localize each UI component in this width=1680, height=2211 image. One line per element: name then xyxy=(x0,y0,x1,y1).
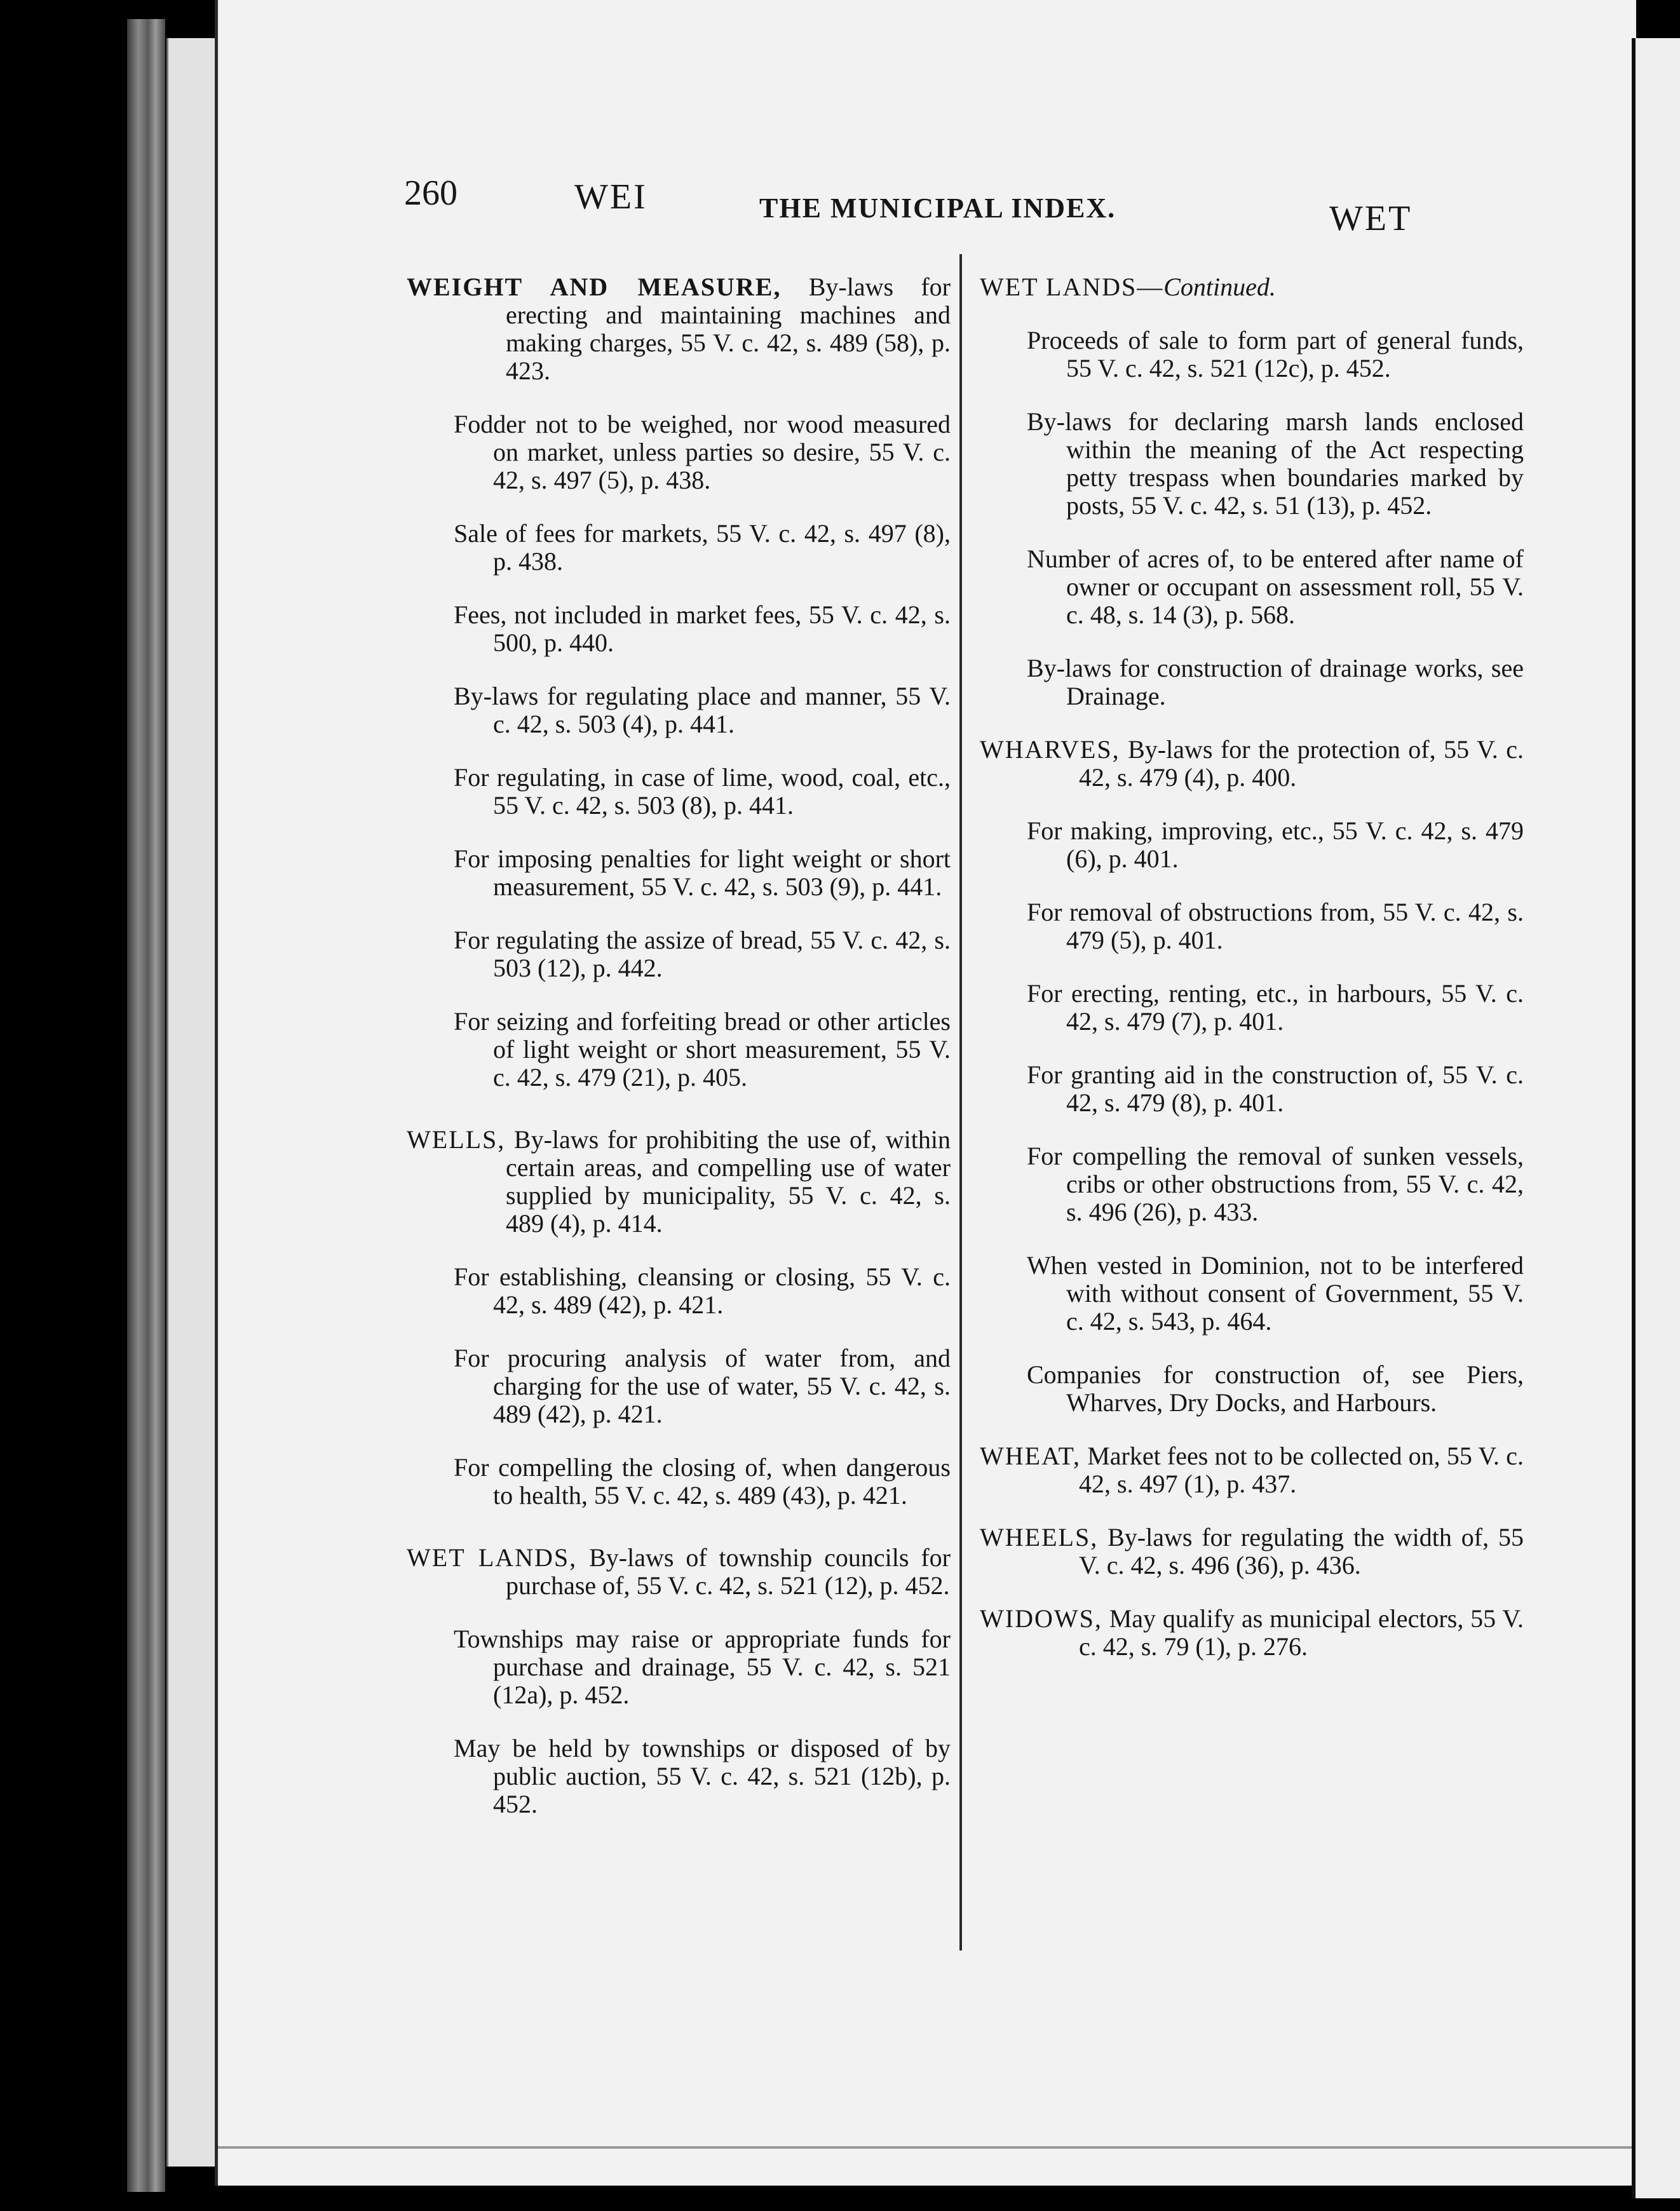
index-entry xyxy=(977,1442,1524,1498)
index-subentry: Fees, not included in market fees, 55 V. c. 42, s. 500, p. 440. xyxy=(454,600,951,657)
index-subentry: May be held by townships or disposed of by public auction, 55 V. c. 42, s. 521 (12b), p. 452. xyxy=(454,1734,951,1818)
index-subentry: For establishing, cleansing or closing, 55 V. c. 42, s. 489 (42), p. 421. xyxy=(454,1262,951,1319)
index-subentry: For granting aid in the construction of, 55 V. c. 42, s. 479 (8), p. 401. xyxy=(1027,1060,1524,1117)
index-subentry: For regulating, in case of lime, wood, coal, etc., 55 V. c. 42, s. 503 (8), p. 441. xyxy=(454,763,951,820)
index-subentry: Fodder not to be weighed, nor wood measured on market, unless parties so desire, 55 V. c. 42, s. 497 (5), p. 438. xyxy=(454,410,951,494)
entry-heading: WET LANDS, xyxy=(407,1543,578,1572)
index-entry xyxy=(404,1126,951,1238)
page-stack-edge xyxy=(166,38,217,2167)
entry-heading: WIDOWS, xyxy=(980,1604,1102,1633)
entry-heading: WHEELS, xyxy=(980,1523,1099,1552)
entry-heading: WET LANDS— xyxy=(980,273,1164,301)
left-column xyxy=(404,248,951,1840)
index-entry xyxy=(404,273,951,385)
entry-text: By-laws for prohibiting the use of, within certain areas, and compelling use of water supplied by municipality, 55 V. c. 42, s. 489 (4), p. 414. xyxy=(506,1125,951,1238)
left-guide-word: WEI xyxy=(574,177,647,217)
index-subentry: For procuring analysis of water from, and charging for the use of water, 55 V. c. 42, s. 489 (42), p. 421. xyxy=(454,1344,951,1428)
facing-page-edge xyxy=(1632,38,1680,2198)
right-guide-word: WET xyxy=(1329,199,1412,238)
running-title: THE MUNICIPAL INDEX. xyxy=(759,193,1116,224)
index-subentry: For erecting, renting, etc., in harbours, 55 V. c. 42, s. 479 (7), p. 401. xyxy=(1027,979,1524,1036)
index-subentry: For regulating the assize of bread, 55 V. c. 42, s. 503 (12), p. 442. xyxy=(454,926,951,982)
index-subentry: For compelling the closing of, when dangerous to health, 55 V. c. 42, s. 489 (43), p. 421. xyxy=(454,1453,951,1510)
index-entry xyxy=(977,1524,1524,1579)
index-subentry: Number of acres of, to be entered after name of owner or occupant on assessment roll, 55 V. c. 48, s. 14 (3), p. 568. xyxy=(1027,544,1524,629)
entry-heading: WEIGHT AND MEASURE, xyxy=(407,273,782,301)
index-subentry: For imposing penalties for light weight or short measurement, 55 V. c. 42, s. 503 (9), p. 441. xyxy=(454,844,951,901)
index-subentry: For removal of obstructions from, 55 V. c. 42, s. 479 (5), p. 401. xyxy=(1027,898,1524,954)
index-subentry: Townships may raise or appropriate funds for purchase and drainage, 55 V. c. 42, s. 521 (12a), p. 452. xyxy=(454,1625,951,1709)
index-subentry: By-laws for regulating place and manner, 55 V. c. 42, s. 503 (4), p. 441. xyxy=(454,682,951,738)
index-subentry: By-laws for construction of drainage works, see Drainage. xyxy=(1027,654,1524,710)
page-bottom-rule xyxy=(218,2146,1636,2149)
index-subentry: For seizing and forfeiting bread or other articles of light weight or short measurement, 55 V. c. 42, s. 479 (21), p. 405. xyxy=(454,1007,951,1092)
entry-heading: WELLS, xyxy=(407,1125,506,1154)
entry-text: By-laws of township councils for purchase of, 55 V. c. 42, s. 521 (12), p. 452. xyxy=(506,1543,951,1600)
index-entry xyxy=(977,1605,1524,1661)
entry-text: Market fees not to be collected on, 55 V. c. 42, s. 497 (1), p. 437. xyxy=(1079,1442,1524,1498)
index-subentry: Sale of fees for markets, 55 V. c. 42, s. 497 (8), p. 438. xyxy=(454,519,951,576)
right-column xyxy=(977,248,1524,1682)
entry-text: By-laws for the protection of, 55 V. c. 42, s. 479 (4), p. 400. xyxy=(1079,735,1524,792)
index-subentry: For making, improving, etc., 55 V. c. 42, s. 479 (6), p. 401. xyxy=(1027,816,1524,873)
entry-text: By-laws for regulating the width of, 55 V. c. 42, s. 496 (36), p. 436. xyxy=(1079,1523,1524,1579)
index-subentry: Companies for construction of, see Piers, Wharves, Dry Docks, and Harbours. xyxy=(1027,1360,1524,1417)
index-subentry: Proceeds of sale to form part of general funds, 55 V. c. 42, s. 521 (12c), p. 452. xyxy=(1027,326,1524,382)
index-entry xyxy=(977,736,1524,792)
entry-text: May qualify as municipal electors, 55 V. c. 42, s. 79 (1), p. 276. xyxy=(1079,1604,1524,1661)
index-subentry: By-laws for declaring marsh lands enclosed within the meaning of the Act respecting petty trespass when boundaries marked by posts, 55 V. c. 42, s. 51 (13), p. 452. xyxy=(1027,407,1524,520)
entry-text: By-laws for erecting and maintaining machines and making charges, 55 V. c. 42, s. 489 (58), p. 423. xyxy=(506,273,951,385)
index-subentry: When vested in Dominion, not to be interfered with without consent of Government, 55 V. c. 42, s. 543, p. 464. xyxy=(1027,1251,1524,1335)
index-subentry: For compelling the removal of sunken vessels, cribs or other obstructions from, 55 V. c. 42, s. 496 (26), p. 433. xyxy=(1027,1142,1524,1226)
column-divider xyxy=(959,254,962,1951)
page-number: 260 xyxy=(404,173,457,213)
continued-heading xyxy=(977,273,1524,301)
book-spine-edge xyxy=(127,19,165,2192)
entry-heading: WHARVES, xyxy=(980,735,1120,764)
continued-label: Continued. xyxy=(1163,273,1276,301)
entry-heading: WHEAT, xyxy=(980,1442,1081,1470)
index-entry xyxy=(404,1544,951,1600)
